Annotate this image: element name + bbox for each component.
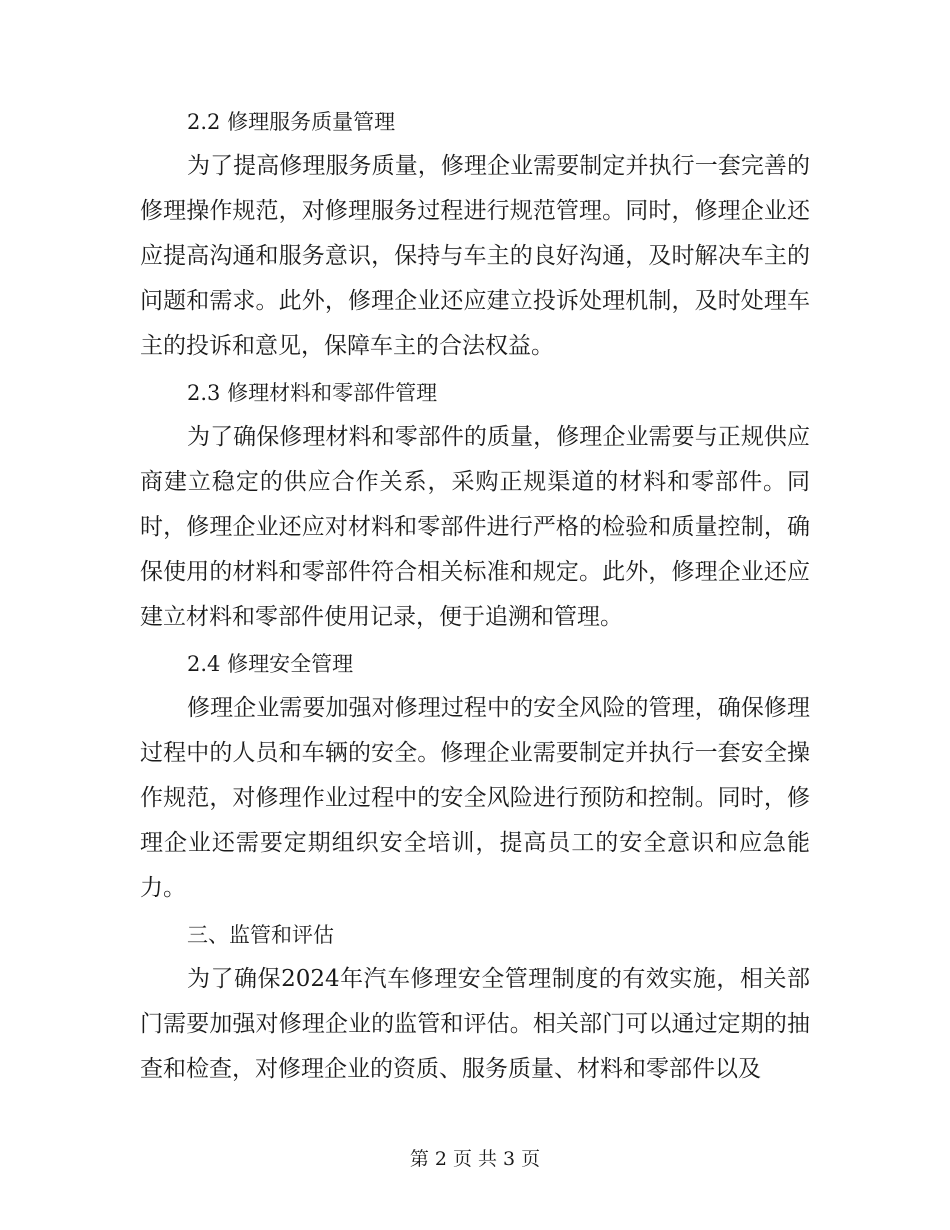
document-body [140,100,810,1094]
page-footer: 第 2 页 共 3 页 [409,1148,541,1170]
section-heading-2-3: 2.3 修理材料和零部件管理 [187,381,438,405]
section-heading-2-4: 2.4 修理安全管理 [187,652,354,676]
section-paragraph-2-2: 为了提高修理服务质量，修理企业需要制定并执行一套完善的修理操作规范，对修理服务过程进行规范管理。同时，修理企业还应提高沟通和服务意识，保持与车主的良好沟通，及时解决车主的问题和需求。此外，修理企业还应建立投诉处理机制，及时处理车主的投诉和意见，保障车主的合法权益。 [140,153,810,359]
section-paragraph-3: 为了确保2024年汽车修理安全管理制度的有效实施，相关部门需要加强对修理企业的监管和评估。相关部门可以通过定期的抽查和检查，对修理企业的资质、服务质量、材料和零部件以及 [140,966,810,1082]
section-heading-3: 三、监管和评估 [187,923,334,947]
section-paragraph-2-4: 修理企业需要加强对修理过程中的安全风险的管理，确保修理过程中的人员和车辆的安全。修理企业需要制定并执行一套安全操作规范，对修理作业过程中的安全风险进行预防和控制。同时，修理企业还需要定期组织安全培训，提高员工的安全意识和应急能力。 [140,695,810,901]
section-heading-2-2: 2.2 修理服务质量管理 [187,110,396,134]
section-paragraph-2-3: 为了确保修理材料和零部件的质量，修理企业需要与正规供应商建立稳定的供应合作关系，采购正规渠道的材料和零部件。同时，修理企业还应对材料和零部件进行严格的检验和质量控制，确保使用的材料和零部件符合相关标准和规定。此外，修理企业还应建立材料和零部件使用记录，便于追溯和管理。 [140,424,810,630]
